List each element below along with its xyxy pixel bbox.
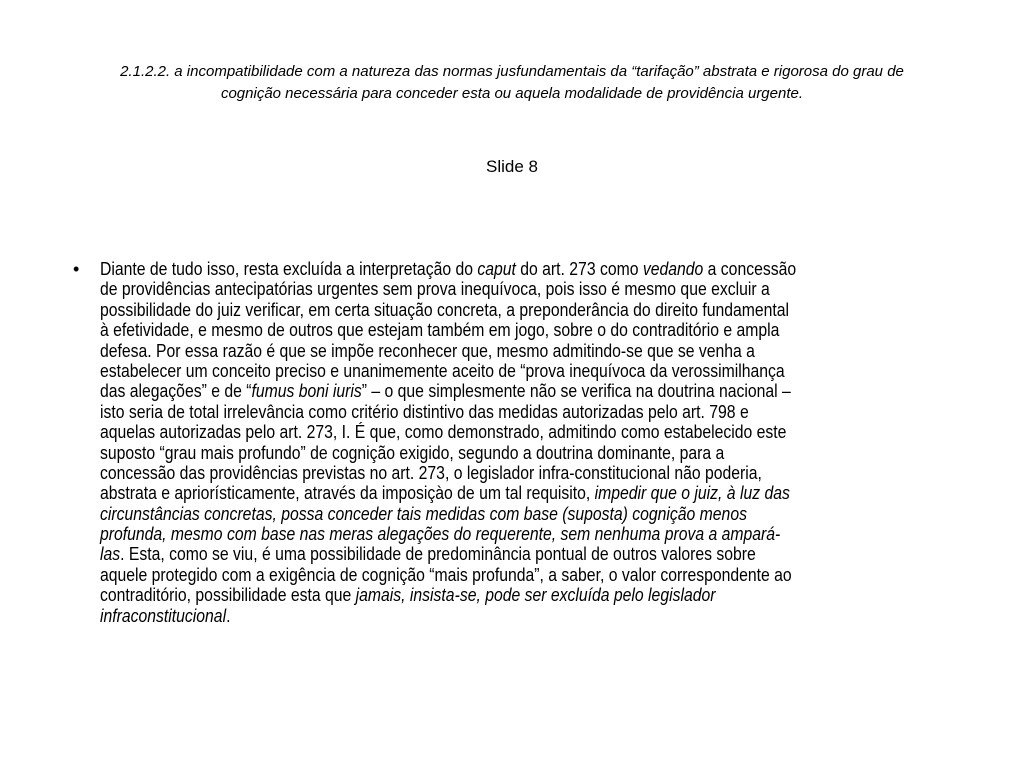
text-segment: possibilidade do juiz verificar, em certa situação concreta, a preponderância do direito fundamental [100, 299, 790, 320]
paragraph-line [100, 320, 870, 340]
bullet-marker: • [73, 259, 80, 279]
text-segment: aquelas autorizadas pelo art. 273, I. É que, como demonstrado, admitindo como estabelecido este [100, 422, 787, 443]
italic-text: fumus boni iuris [251, 381, 362, 402]
text-segment: a concessão [703, 259, 797, 279]
text-segment: abstrata e apriorísticamente, através da imposiçào de um tal requisito, [100, 483, 595, 504]
italic-text: impedir que o juiz, à luz das [594, 483, 790, 504]
text-segment: concessão das providências previstas no art. 273, o legislador infra-constitucional não poderia, [100, 462, 762, 483]
paragraph-line [100, 381, 870, 401]
paragraph-line [100, 524, 870, 544]
paragraph-line [100, 463, 870, 483]
text-segment: . Esta, como se viu, é uma possibilidade de predominância pontual de outros valores sobre [120, 544, 756, 565]
paragraph-line [100, 606, 870, 626]
text-segment: Diante de tudo isso, resta excluída a interpretação do [100, 259, 478, 279]
paragraph-line [100, 259, 870, 279]
italic-text: vedando [642, 259, 704, 279]
text-segment: estabelecer um conceito preciso e unanimemente aceito de “prova inequívoca da verossimilhança [100, 360, 785, 381]
paragraph-line [100, 565, 870, 585]
text-segment: ” – o que simplesmente não se verifica na doutrina nacional – [361, 381, 791, 402]
text-segment: aquele protegido com a exigência de cognição “mais profunda”, a saber, o valor correspondente ao [100, 564, 792, 585]
text-segment: de providências antecipatórias urgentes sem prova inequívoca, pois isso é mesmo que excluir a [100, 279, 770, 300]
italic-text: profunda, mesmo com base nas meras alegações do requerente, sem nenhuma prova a ampará- [100, 524, 781, 545]
paragraph-line [100, 504, 870, 524]
text-segment: . [226, 605, 231, 626]
italic-text: infraconstitucional [100, 605, 227, 626]
text-segment: isto seria de total irrelevância como critério distintivo das medidas autorizadas pelo art. 798 e [100, 401, 749, 422]
paragraph-line [100, 402, 870, 422]
slide-label: Slide 8 [486, 157, 538, 176]
paragraph-line [100, 279, 870, 299]
section-heading-line: 2.1.2.2. a incompatibilidade com a natureza das normas jusfundamentais da “tarifação” abstrata e rigorosa do grau de [120, 63, 904, 80]
text-segment: à efetividade, e mesmo de outros que estejam também em jogo, sobre o do contraditório e ampla [100, 320, 780, 341]
text-segment: suposto “grau mais profundo” de cognição exigido, segundo a doutrina dominante, para a [100, 442, 725, 463]
text-segment: defesa. Por essa razão é que se impõe reconhecer que, mesmo admitindo-se que se venha a [100, 340, 755, 361]
bullet-paragraph [100, 259, 980, 626]
italic-text: jamais, insista-se, pode ser excluída pelo legislador [355, 585, 716, 606]
paragraph-line [100, 585, 870, 605]
paragraph-line [100, 341, 870, 361]
italic-text: las [100, 544, 121, 565]
text-segment: contraditório, possibilidade esta que [100, 585, 356, 606]
paragraph-line [100, 300, 870, 320]
paragraph-line [100, 422, 870, 442]
paragraph-line [100, 483, 870, 503]
paragraph-line [100, 361, 870, 381]
italic-text: circunstâncias concretas, possa conceder tais medidas com base (suposta) cognição menos [100, 503, 747, 524]
paragraph-line [100, 544, 870, 564]
paragraph-line [100, 443, 870, 463]
text-segment: das alegações” e de “ [100, 381, 252, 402]
section-heading-line: cognição necessária para conceder esta ou aquela modalidade de providência urgente. [220, 85, 804, 102]
text-segment: do art. 273 como [515, 259, 643, 279]
italic-text: caput [477, 259, 516, 279]
section-heading [40, 61, 984, 105]
